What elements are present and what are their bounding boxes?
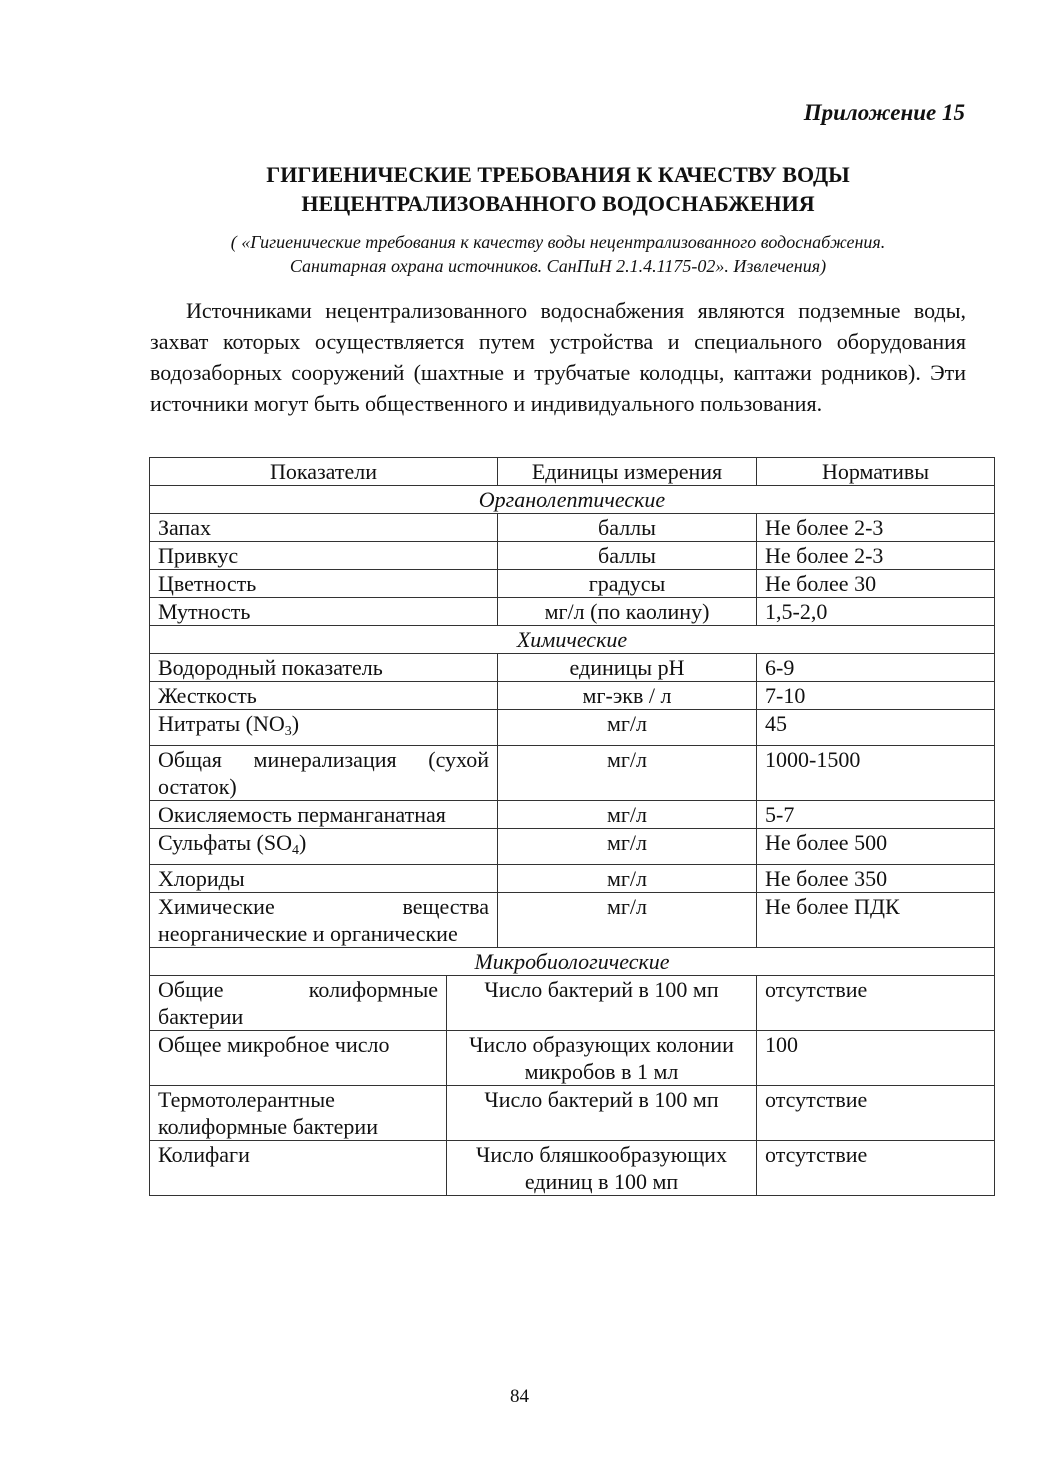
unit-cell: Число бляшкообразующих единиц в 100 мп (447, 1141, 757, 1196)
source-line-1: ( «Гигиенические требования к качеству воды нецентрализованного водоснабжения. (230, 232, 886, 252)
document-title (150, 160, 966, 218)
indicator-cell: Общее микробное число (150, 1031, 447, 1086)
unit-cell: единицы pH (498, 654, 757, 682)
norm-cell: 45 (757, 710, 995, 746)
unit-cell: мг/л (498, 801, 757, 829)
source-line-2: Санитарная охрана источников. СанПиН 2.1.4.1175-02». Извлечения) (289, 256, 827, 276)
header-indicators: Показатели (150, 458, 498, 486)
indicator-cell: Жесткость (150, 682, 498, 710)
indicator-cell: Термотолерантные колиформные бактерии (150, 1086, 447, 1141)
indicator-cell: Цветность (150, 570, 498, 598)
section-row-chemical (150, 626, 995, 654)
indicator-cell: Водородный показатель (150, 654, 498, 682)
unit-cell: мг/л (498, 865, 757, 893)
unit-cell: Число бактерий в 100 мп (447, 1086, 757, 1141)
subscript: 4 (291, 843, 299, 858)
indicator-cell (150, 710, 498, 746)
section-title: Микробиологические (150, 948, 995, 976)
norm-cell: 1,5-2,0 (757, 598, 995, 626)
intro-paragraph: Источниками нецентрализованного водоснабжения являются подземные воды, захват которых осуществляется путем устройства и специального оборудования водозаборных сооружений (шахтные и трубчатые колодцы, каптажи родников). Эти источники могут быть общественного и индивидуального пользования. (150, 298, 966, 416)
table-row (150, 710, 995, 746)
source-citation (150, 230, 966, 278)
table-row (150, 1031, 995, 1086)
norm-cell: Не более ПДК (757, 893, 995, 948)
unit-cell: мг/л (498, 710, 757, 746)
table-row (150, 654, 995, 682)
section-title: Химические (150, 626, 995, 654)
norm-cell: Не более 350 (757, 865, 995, 893)
water-quality-table (149, 457, 995, 1196)
indicator-cell: Запах (150, 514, 498, 542)
unit-cell: мг/л (498, 893, 757, 948)
norm-cell: отсутствие (757, 976, 995, 1031)
unit-cell: градусы (498, 570, 757, 598)
norm-cell: Не более 2-3 (757, 514, 995, 542)
table-row (150, 1086, 995, 1141)
unit-cell: мг/л (по каолину) (498, 598, 757, 626)
table-row (150, 829, 995, 865)
indicator-cell: Мутность (150, 598, 498, 626)
table-row (150, 801, 995, 829)
norm-cell: 6-9 (757, 654, 995, 682)
norm-cell: отсутствие (757, 1141, 995, 1196)
table-row (150, 893, 995, 948)
section-row-microbiological (150, 948, 995, 976)
indicator-cell: Колифаги (150, 1141, 447, 1196)
indicator-cell: Окисляемость перманганатная (150, 801, 498, 829)
indicator-text-close: ) (291, 711, 300, 736)
table-row (150, 514, 995, 542)
table-header-row (150, 458, 995, 486)
norm-cell: 7-10 (757, 682, 995, 710)
norm-cell: 1000-1500 (757, 746, 995, 801)
indicator-text-close: ) (298, 830, 307, 855)
indicator-cell: Привкус (150, 542, 498, 570)
section-row-organoleptic (150, 486, 995, 514)
norm-cell: Не более 500 (757, 829, 995, 865)
table-row (150, 976, 995, 1031)
table-row (150, 570, 995, 598)
unit-cell: Число образующих колонии микробов в 1 мл (447, 1031, 757, 1086)
subscript: 3 (284, 724, 292, 739)
unit-cell: мг-экв / л (498, 682, 757, 710)
table-row (150, 682, 995, 710)
indicator-cell: Общая минерализация (сухой остаток) (150, 746, 498, 801)
table-row (150, 746, 995, 801)
indicator-cell: Химические вещества неорганические и органические (150, 893, 498, 948)
table-row (150, 865, 995, 893)
unit-cell: мг/л (498, 829, 757, 865)
norm-cell: 100 (757, 1031, 995, 1086)
unit-cell: мг/л (498, 746, 757, 801)
norm-cell: отсутствие (757, 1086, 995, 1141)
table-row (150, 542, 995, 570)
indicator-cell (150, 829, 498, 865)
title-line-1: ГИГИЕНИЧЕСКИЕ ТРЕБОВАНИЯ К КАЧЕСТВУ ВОДЫ (266, 162, 850, 187)
unit-cell: баллы (498, 514, 757, 542)
norm-cell: 5-7 (757, 801, 995, 829)
indicator-cell: Общие колиформные бактерии (150, 976, 447, 1031)
table-row (150, 1141, 995, 1196)
appendix-label: Приложение 15 (803, 100, 965, 125)
indicator-cell: Хлориды (150, 865, 498, 893)
table-row (150, 598, 995, 626)
title-line-2: НЕЦЕНТРАЛИЗОВАННОГО ВОДОСНАБЖЕНИЯ (301, 191, 815, 216)
unit-cell: баллы (498, 542, 757, 570)
unit-cell: Число бактерий в 100 мп (447, 976, 757, 1031)
norm-cell: Не более 30 (757, 570, 995, 598)
header-norms: Нормативы (757, 458, 995, 486)
indicator-text: Нитраты (NO (158, 711, 285, 736)
section-title: Органолептические (150, 486, 995, 514)
indicator-text: Сульфаты (SO (158, 830, 292, 855)
header-units: Единицы измерения (498, 458, 757, 486)
norm-cell: Не более 2-3 (757, 542, 995, 570)
page-number: 84 (510, 1386, 529, 1407)
